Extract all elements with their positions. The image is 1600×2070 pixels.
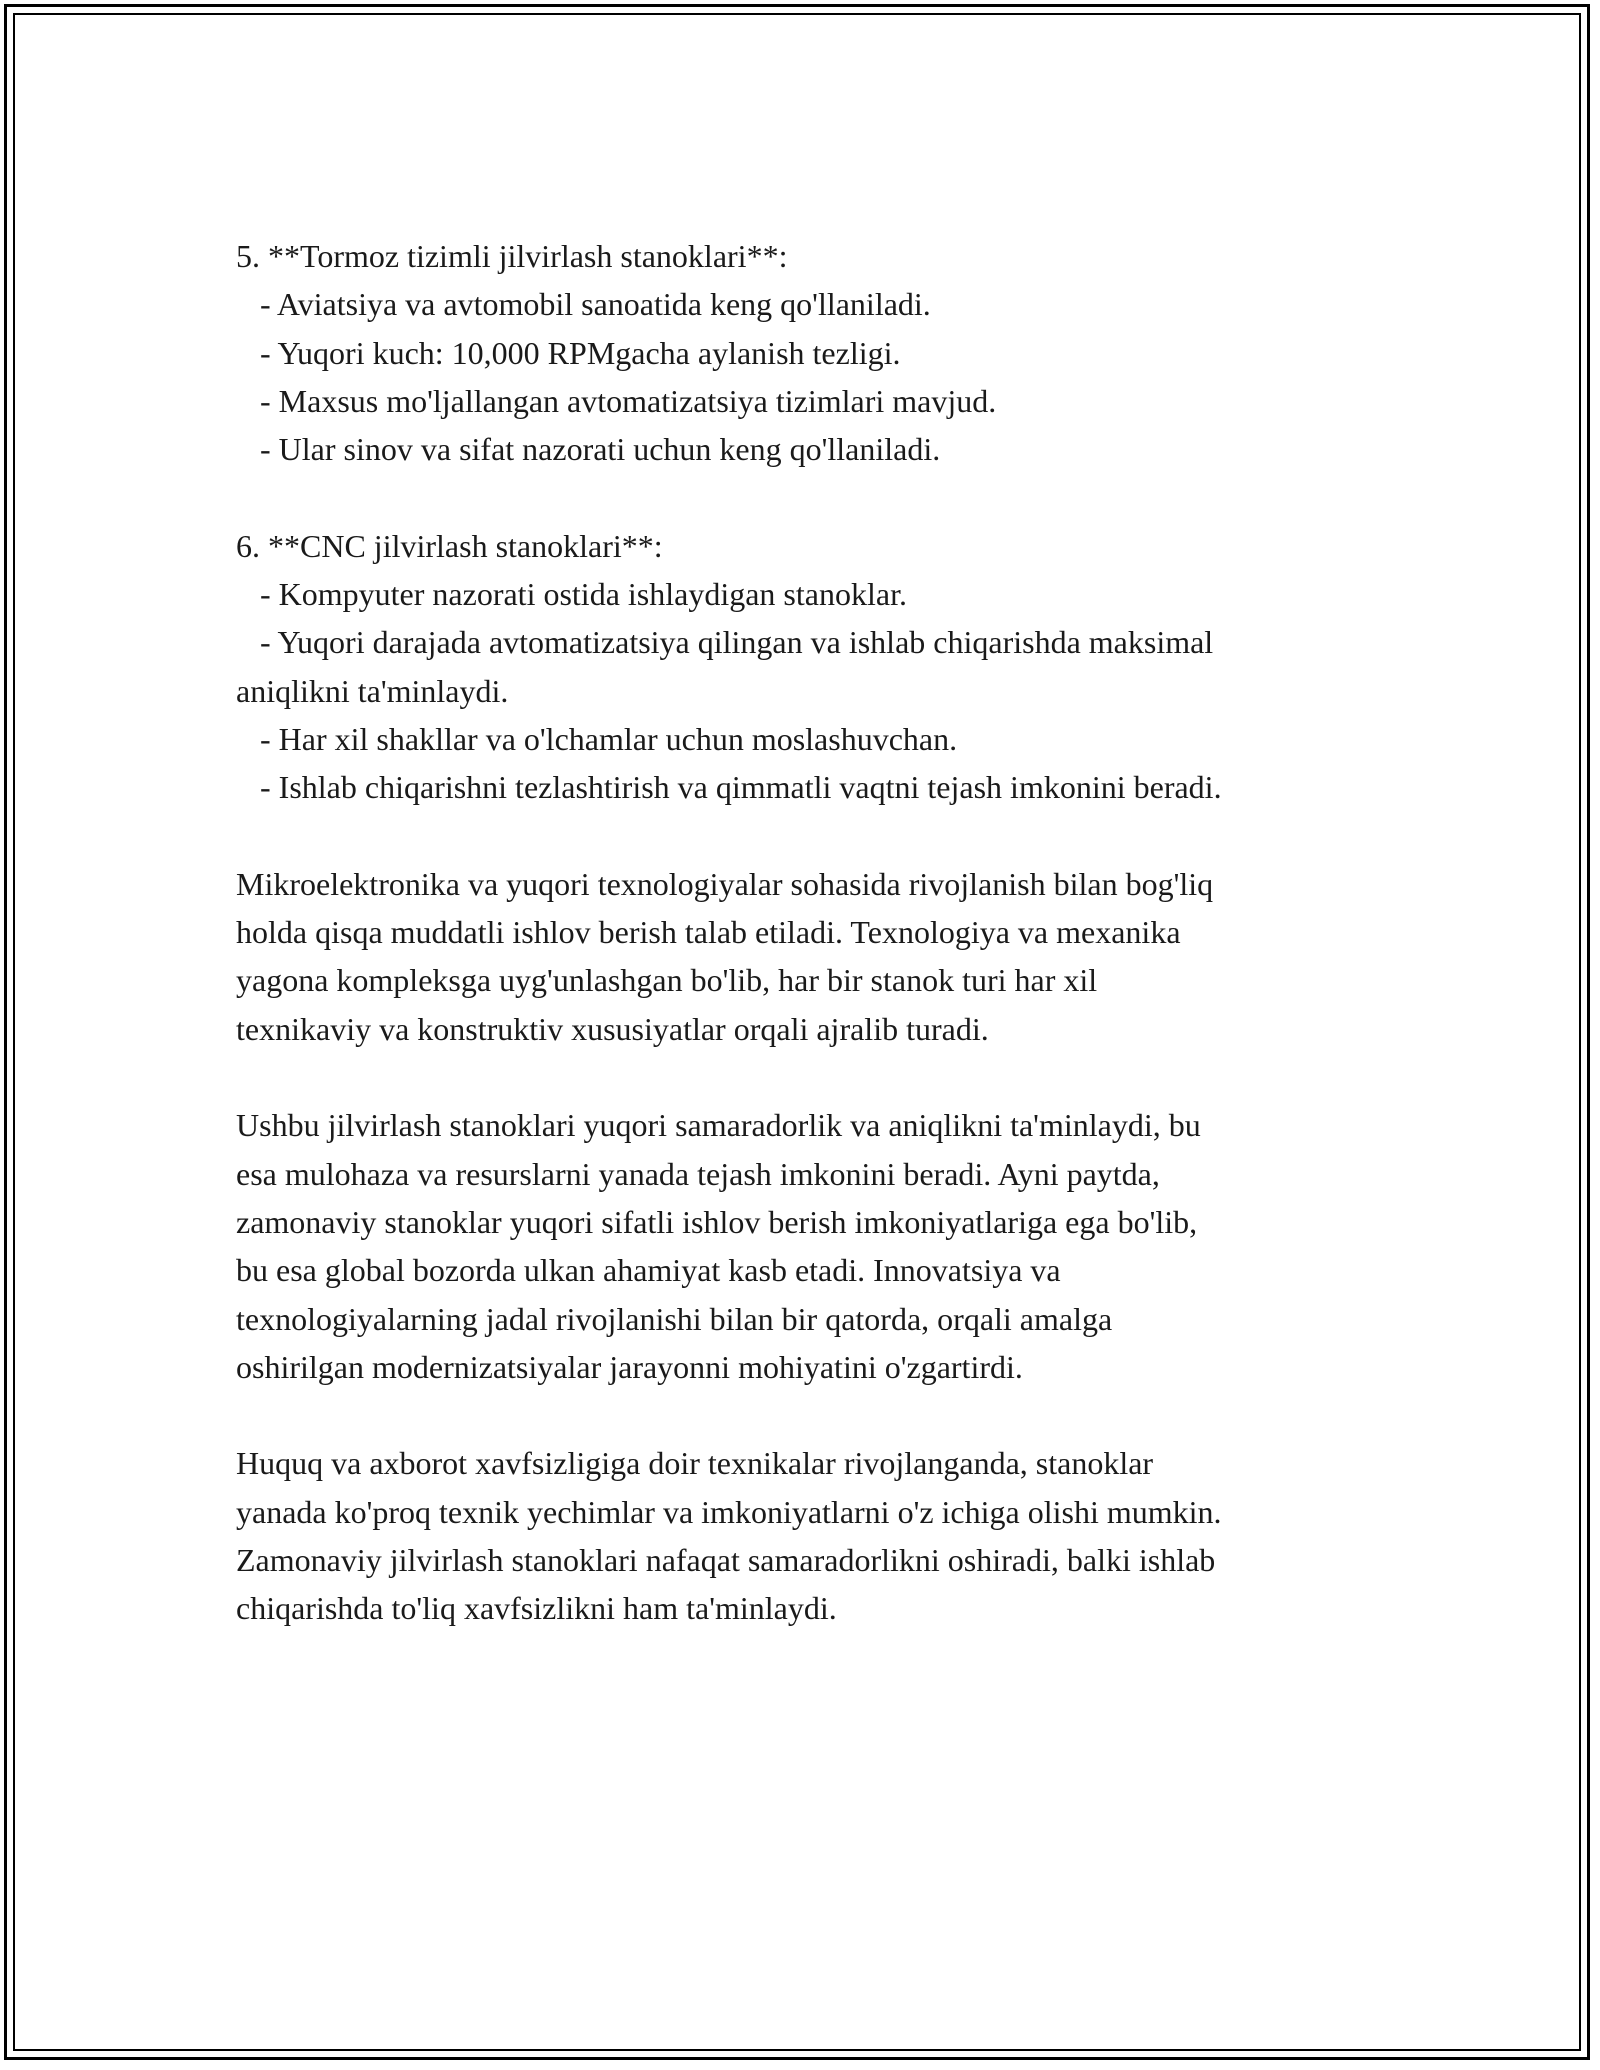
paragraph-line: bu esa global bozorda ulkan ahamiyat kasb etadi. Innovatsiya va [236,1252,1061,1289]
section-heading: 6. **CNC jilvirlash stanoklari**: [236,527,663,564]
paragraph-3 [236,1439,1386,1632]
list-item: - Ishlab chiqarishni tezlashtirish va qimmatli vaqtni tejash imkonini beradi. [236,769,1222,806]
paragraph-line: chiqarishda to'liq xavfsizlikni ham ta'minlaydi. [236,1590,837,1627]
spacer [236,473,1386,521]
paragraph-line: texnikaviy va konstruktiv xususiyatlar orqali ajralib turadi. [236,1010,989,1047]
paragraph-line: Mikroelektronika va yuqori texnologiyalar sohasida rivojlanish bilan bog'liq [236,865,1214,902]
paragraph-line: Zamonaviy jilvirlash stanoklari nafaqat samaradorlikni oshiradi, balki ishlab [236,1542,1216,1579]
list-item: - Aviatsiya va avtomobil sanoatida keng qo'llaniladi. [236,286,931,323]
paragraph-line: yagona kompleksga uyg'unlashgan bo'lib, har bir stanok turi har xil [236,962,1098,999]
paragraph-line: holda qisqa muddatli ishlov berish talab etiladi. Texnologiya va mexanika [236,914,1181,951]
spacer [236,1053,1386,1101]
paragraph-line: zamonaviy stanoklar yuqori sifatli ishlov berish imkoniyatlariga ega bo'lib, [236,1203,1198,1240]
document-body [236,232,1386,1633]
paragraph-line: yanada ko'proq texnik yechimlar va imkoniyatlarni o'z ichiga olishi mumkin. [236,1493,1222,1530]
paragraph-line: oshirilgan modernizatsiyalar jarayonni mohiyatini o'zgartirdi. [236,1348,1023,1385]
paragraph-1 [236,860,1386,1053]
paragraph-2 [236,1101,1386,1391]
spacer [236,1391,1386,1439]
paragraph-line: texnologiyalarning jadal rivojlanishi bilan bir qatorda, orqali amalga [236,1300,1113,1337]
list-item: - Ular sinov va sifat nazorati uchun keng qo'llaniladi. [236,431,941,468]
section-5 [236,232,1386,473]
list-item: - Yuqori kuch: 10,000 RPMgacha aylanish tezligi. [236,334,901,371]
list-item: - Har xil shakllar va o'lchamlar uchun moslashuvchan. [236,720,958,757]
list-item-continuation: aniqlikni ta'minlaydi. [236,672,509,709]
paragraph-line: Huquq va axborot xavfsizligiga doir texnikalar rivojlanganda, stanoklar [236,1445,1154,1482]
list-item: - Kompyuter nazorati ostida ishlaydigan stanoklar. [236,576,907,613]
list-item: - Yuqori darajada avtomatizatsiya qilingan va ishlab chiqarishda maksimal [236,624,1214,661]
spacer [236,812,1386,860]
section-heading: 5. **Tormoz tizimli jilvirlash stanoklari**: [236,238,788,274]
section-6 [236,522,1386,812]
paragraph-line: esa mulohaza va resurslarni yanada tejash imkonini beradi. Ayni paytda, [236,1155,1160,1192]
paragraph-line: Ushbu jilvirlash stanoklari yuqori samaradorlik va aniqlikni ta'minlaydi, bu [236,1107,1201,1144]
list-item: - Maxsus mo'ljallangan avtomatizatsiya tizimlari mavjud. [236,382,997,419]
